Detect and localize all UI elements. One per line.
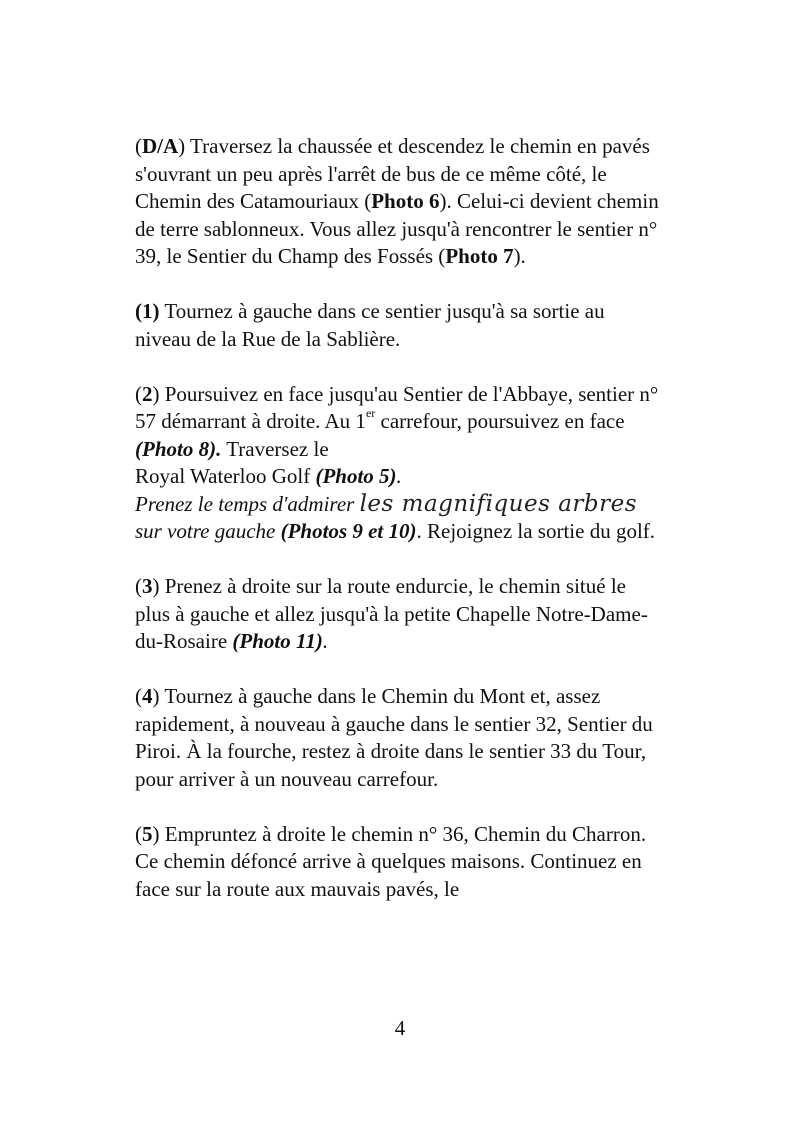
photo-reference: (Photo 11)	[232, 629, 323, 653]
photo-reference: (Photo 5)	[315, 464, 397, 488]
paragraph-1: (1) Tournez à gauche dans ce sentier jusqu'à sa sortie au niveau de la Rue de la Sablière.	[135, 299, 605, 351]
paragraph-5: (5) Empruntez à droite le chemin n° 36, Chemin du Charron. Ce chemin défoncé arrive à quelques maisons. Continuez en face sur la route aux mauvais pavés, le	[135, 821, 647, 901]
handwritten-text: les magnifiques arbres	[359, 490, 638, 517]
photo-reference: Photo 7	[445, 244, 514, 268]
photo-reference: (Photos 9 et 10)	[280, 519, 417, 543]
paragraph-da: (D/A) Traversez la chaussée et descendez le chemin en pavés s'ouvrant un peu après l'arrêt de bus de ce même côté, le Chemin des Catamouriaux (Photo 6). Celui-ci devient chemin de terre sablonneux. Vous allez jusqu'à rencontrer le sentier n° 39, le Sentier du Champ des Fossés (Photo 7).	[135, 134, 659, 268]
page-number: 4	[394, 1016, 406, 1040]
paragraph-marker: 2	[142, 381, 153, 406]
paragraph-marker: 4	[142, 684, 153, 708]
paragraph-marker: 3	[142, 574, 153, 598]
superscript: er	[365, 406, 376, 420]
paragraph-2: (2) Poursuivez en face jusqu'au Sentier de l'Abbaye, sentier n° 57 démarrant à droite. Au 1er carrefour, poursuivez en face (Photo 8). Traversez le Royal Waterloo Golf (Photo 5). Prenez le temps d'admirer les magnifiques arbres sur votre gauche (Photos 9 et 10). Rejoignez la sortie du golf.	[135, 381, 659, 543]
paragraph-marker: 5	[142, 821, 153, 846]
paragraph-4: (4) Tournez à gauche dans le Chemin du Mont et, assez rapidement, à nouveau à gauche dans le sentier 32, Sentier du Piroi. À la fourche, restez à droite dans le sentier 33 du Tour, pour arriver à un nouveau carrefour.	[135, 684, 653, 791]
paragraph-marker: (1)	[135, 299, 160, 323]
photo-reference: (Photo 8).	[135, 436, 222, 461]
paragraph-marker: D/A	[142, 134, 179, 158]
page-body	[135, 133, 665, 931]
photo-reference: Photo 6	[371, 189, 440, 213]
paragraph-3: (3) Prenez à droite sur la route endurcie, le chemin situé le plus à gauche et allez jusqu'à la petite Chapelle Notre-Dame-du-Rosaire (Photo 11).	[135, 574, 648, 653]
